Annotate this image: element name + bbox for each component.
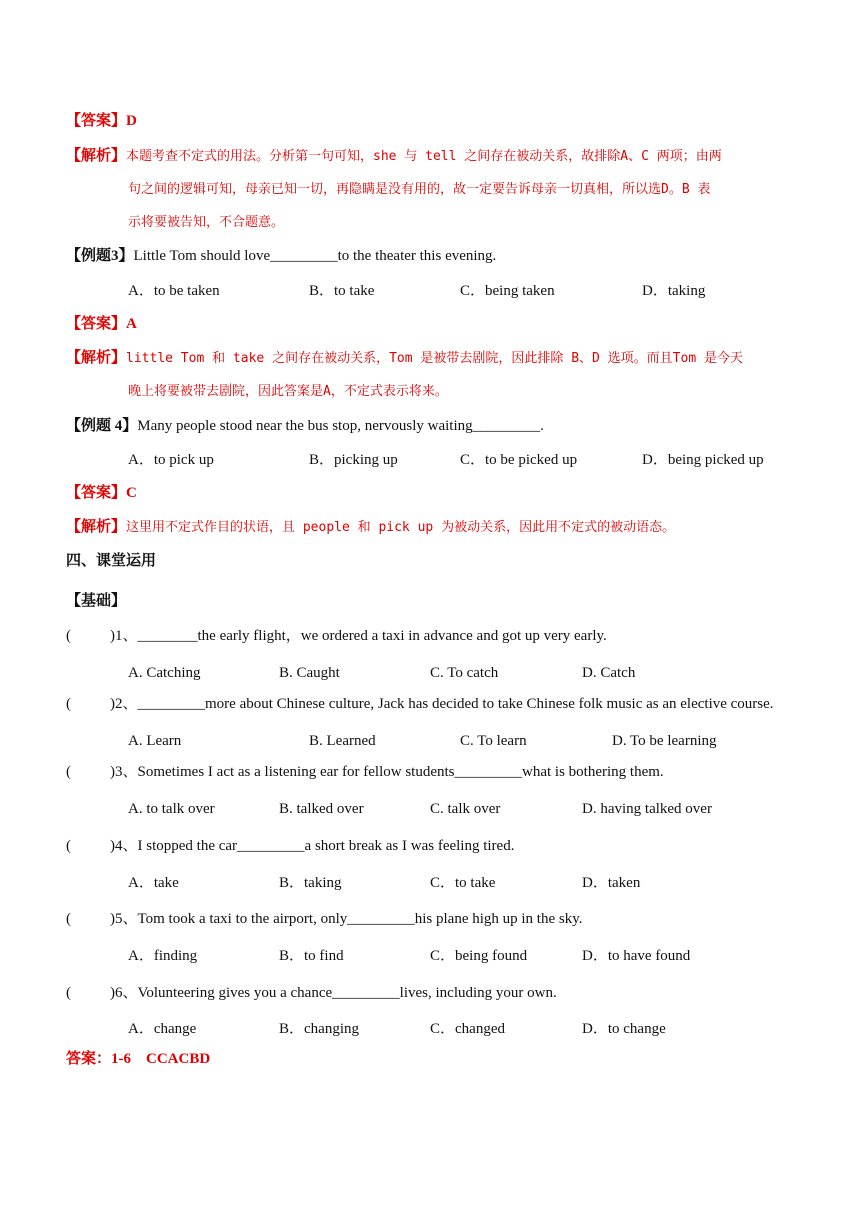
ex3-option-b: B．to take — [309, 283, 375, 299]
ex2-analysis-line3: 示将要被告知，不合题意。 — [128, 215, 285, 230]
ex3-analysis-line2: 晚上将要被带去剧院，因此答案是A，不定式表示将来。 — [128, 384, 448, 399]
ex4-answer — [66, 483, 137, 503]
answer-tag: 【答案】 — [66, 113, 127, 129]
question-3-option-d: D. having talked over — [582, 801, 712, 817]
question-3-paren: ( — [66, 764, 71, 780]
ex2-analysis-line1 — [66, 146, 722, 167]
question-1-option-c: C. To catch — [430, 665, 499, 681]
question-6-paren: ( — [66, 985, 71, 1001]
question-6-option-a: A．change — [128, 1021, 197, 1037]
question-5-paren: ( — [66, 911, 71, 927]
ex4-option-b: B．picking up — [309, 452, 398, 468]
question-2-option-d: D. To be learning — [612, 733, 717, 749]
analysis-tag: 【解析】 — [66, 148, 127, 164]
analysis-text: 本题考查不定式的用法。分析第一句可知，she 与 tell 之间存在被动关系，故排除A、C 两项；由两 — [126, 149, 722, 164]
analysis-text: 这里用不定式作目的状语，且 people 和 pick up 为被动关系，因此用不定式的被动语态。 — [126, 520, 676, 535]
ex3-option-a: A．to be taken — [128, 283, 220, 299]
example-stem: Many people stood near the bus stop, nervously waiting_________. — [137, 418, 544, 434]
ex3-answer — [66, 314, 137, 334]
question-6-option-c: C．changed — [430, 1021, 505, 1037]
answer-tag: 【答案】 — [66, 485, 127, 501]
question-2-paren: ( — [66, 696, 71, 712]
ex4-question — [66, 416, 544, 436]
question-4-paren: ( — [66, 838, 71, 854]
analysis-tag: 【解析】 — [66, 519, 127, 535]
question-5-option-c: C．being found — [430, 948, 528, 964]
ex3-option-d: D．taking — [642, 283, 706, 299]
question-1-stem: )1、________the early flight，we ordered a taxi in advance and got up very early. — [110, 628, 607, 644]
example-tag: 【例题3】 — [66, 248, 134, 264]
answer-value: A — [126, 316, 137, 332]
ex4-option-a: A．to pick up — [128, 452, 214, 468]
question-5-option-d: D．to have found — [582, 948, 691, 964]
example-stem: Little Tom should love_________to the theater this evening. — [133, 248, 497, 264]
question-4-stem: )4、I stopped the car_________a short break as I was feeling tired. — [110, 838, 515, 854]
section-title: 四、课堂运用 — [66, 553, 157, 569]
question-4-option-b: B．taking — [279, 875, 342, 891]
question-5-stem: )5、Tom took a taxi to the airport, only_________his plane high up in the sky. — [110, 911, 583, 927]
question-3-option-a: A. to talk over — [128, 801, 215, 817]
answer-value: D — [126, 113, 137, 129]
question-1-option-b: B. Caught — [279, 665, 340, 681]
ex3-question — [66, 246, 496, 266]
ex2-analysis-line2: 句之间的逻辑可知，母亲已知一切，再隐瞒是没有用的，故一定要告诉母亲一切真相，所以选D。B 表 — [128, 182, 711, 197]
answer-value: C — [126, 485, 137, 501]
question-6-option-b: B．changing — [279, 1021, 359, 1037]
question-4-option-c: C．to take — [430, 875, 496, 891]
question-4-option-d: D．taken — [582, 875, 641, 891]
analysis-text: little Tom 和 take 之间存在被动关系，Tom 是被带去剧院，因此排除 B、D 选项。而且Tom 是今天 — [126, 351, 743, 366]
final-answer: 答案：1-6 CCACBD — [66, 1051, 211, 1067]
example-tag: 【例题 4】 — [66, 418, 138, 434]
question-2-option-b: B. Learned — [309, 733, 376, 749]
question-1-paren: ( — [66, 628, 71, 644]
ex3-option-c: C．being taken — [460, 283, 555, 299]
question-3-option-c: C. talk over — [430, 801, 501, 817]
question-3-stem: )3、Sometimes I act as a listening ear for fellow students_________what is bothering them. — [110, 764, 664, 780]
question-2-option-c: C. To learn — [460, 733, 527, 749]
question-2-option-a: A. Learn — [128, 733, 182, 749]
question-5-option-b: B．to find — [279, 948, 344, 964]
question-6-option-d: D．to change — [582, 1021, 666, 1037]
question-1-option-a: A. Catching — [128, 665, 201, 681]
question-4-option-a: A．take — [128, 875, 179, 891]
ex4-analysis-line1 — [66, 517, 675, 538]
ex2-answer — [66, 111, 137, 131]
question-5-option-a: A．finding — [128, 948, 198, 964]
ex4-option-c: C．to be picked up — [460, 452, 578, 468]
answer-tag: 【答案】 — [66, 316, 127, 332]
ex3-analysis-line1 — [66, 348, 743, 369]
ex4-option-d: D．being picked up — [642, 452, 764, 468]
question-3-option-b: B. talked over — [279, 801, 364, 817]
analysis-tag: 【解析】 — [66, 350, 127, 366]
question-1-option-d: D. Catch — [582, 665, 636, 681]
question-2-stem: )2、_________more about Chinese culture, Jack has decided to take Chinese folk music as an elective course. — [110, 696, 774, 712]
question-6-stem: )6、Volunteering gives you a chance_________lives, including your own. — [110, 985, 557, 1001]
basic-title: 【基础】 — [66, 593, 127, 609]
